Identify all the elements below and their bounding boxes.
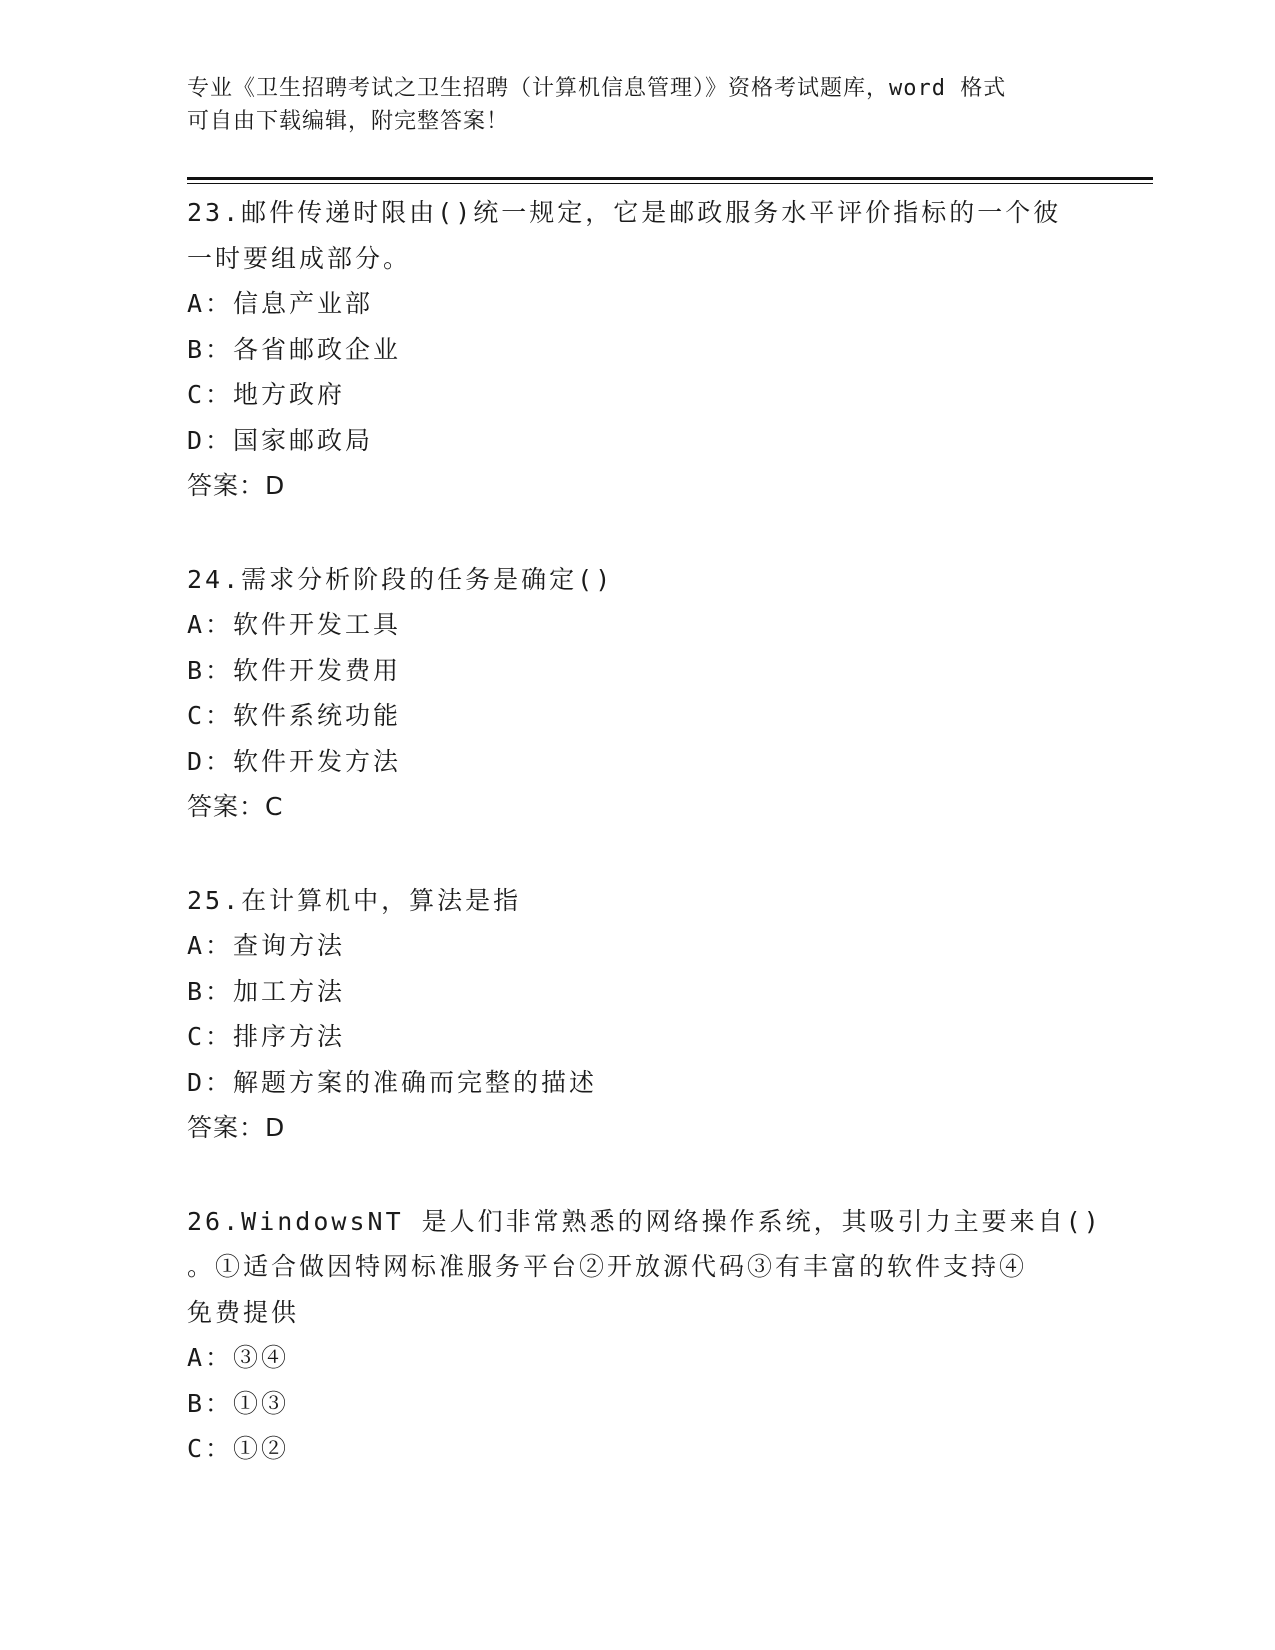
question-stem [187,1197,1102,1336]
question-26 [187,1197,1102,1472]
option-a: A：③④ [187,1343,290,1372]
option-d: D：解题方案的准确而完整的描述 [187,1067,598,1097]
header-divider-thin [187,183,1153,184]
question-stem-line: 26.WindowsNT 是人们非常熟悉的网络操作系统，其吸引力主要来自() [187,1206,1102,1236]
question-stem-line: 免费提供 [187,1297,300,1327]
question-spacer [187,1151,1087,1197]
option-d: D：国家邮政局 [187,425,374,455]
question-list [187,188,1102,1472]
option-b: B：软件开发费用 [187,655,402,685]
header-title-line-1: 专业《卫生招聘考试之卫生招聘（计算机信息管理）》资格考试题库，word 格式 [187,76,1007,101]
option-d: D：软件开发方法 [187,746,402,776]
answer-line: 答案：D [187,1113,286,1142]
header-title-line-2: 可自由下载编辑，附完整答案！ [187,109,510,134]
question-stem-line: 。①适合做因特网标准服务平台②开放源代码③有丰富的软件支持④ [187,1252,1028,1281]
question-stem [187,876,1087,924]
question-stem-line: 24.需求分析阶段的任务是确定() [187,564,614,594]
question-spacer [187,509,1087,555]
answer-line: 答案：D [187,471,286,500]
question-stem-line: 23.邮件传递时限由()统一规定，它是邮政服务水平评价指标的一个彼 [187,198,1062,227]
option-c: C：排序方法 [187,1022,346,1051]
option-a: A：软件开发工具 [187,610,402,639]
question-stem [187,555,1087,603]
option-a: A：信息产业部 [187,289,374,318]
option-b: B：加工方法 [187,976,346,1006]
answer-line: 答案：C [187,792,284,821]
option-b: B：①③ [187,1388,290,1418]
question-spacer [187,830,1087,876]
question-stem [187,188,1087,281]
option-c: C：软件系统功能 [187,701,402,730]
document-header [187,72,1067,138]
header-divider-thick [187,177,1153,180]
option-b: B：各省邮政企业 [187,334,402,364]
question-stem-line: 一时要组成部分。 [187,243,412,273]
option-a: A：查询方法 [187,931,346,960]
question-24 [187,555,1087,830]
question-25 [187,876,1087,1151]
question-stem-line: 25.在计算机中，算法是指 [187,885,522,915]
question-23 [187,188,1087,509]
option-c: C：①② [187,1434,290,1463]
option-c: C：地方政府 [187,380,346,409]
